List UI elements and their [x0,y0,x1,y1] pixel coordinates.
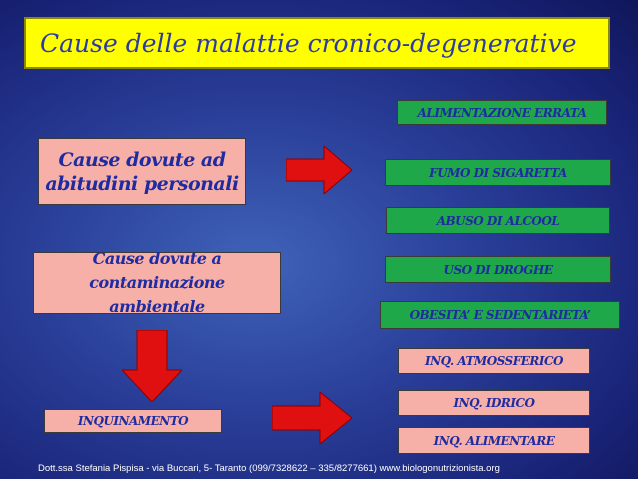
cause-item [380,301,620,329]
pollution-item-label: INQ. ATMOSSFERICO [425,354,563,368]
cause-item [386,207,610,234]
footer-credit: Dott.ssa Stefania Pispisa - via Buccari, 5- Taranto (099/7328622 – 335/8277661) www.biologonutrizionista.org [38,463,500,474]
pollution-item [398,390,590,416]
arrow-right-bottom-icon [272,392,352,444]
personal-causes-box [38,138,246,205]
cause-item-label: FUMO DI SIGARETTA [429,165,567,180]
arrow-right-icon [286,146,352,194]
page-title: Cause delle malattie cronico-degenerative [40,28,577,58]
pollution-item [398,348,590,374]
cause-item-label: ABUSO DI ALCOOL [436,213,560,228]
cause-item-label: USO DI DROGHE [443,262,553,277]
personal-causes-label: Cause dovute ad abitudini personali [45,148,239,195]
environmental-causes-box [33,249,281,316]
cause-item [397,100,607,125]
pollution-label: INQUINAMENTO [77,414,189,428]
arrow-down-icon [122,330,182,402]
pollution-box [44,409,222,433]
title-box [24,17,610,69]
pollution-item [398,427,590,454]
pollution-item-label: INQ. ALIMENTARE [433,433,555,448]
cause-item [385,256,611,283]
cause-item-label: ALIMENTAZIONE ERRATA [417,105,587,120]
pollution-item-label: INQ. IDRICO [453,396,535,410]
cause-item-label: OBESITA’ E SEDENTARIETA’ [409,308,591,322]
environmental-causes-label: Cause dovute a contaminazione ambientale [89,249,225,316]
cause-item [385,159,611,186]
